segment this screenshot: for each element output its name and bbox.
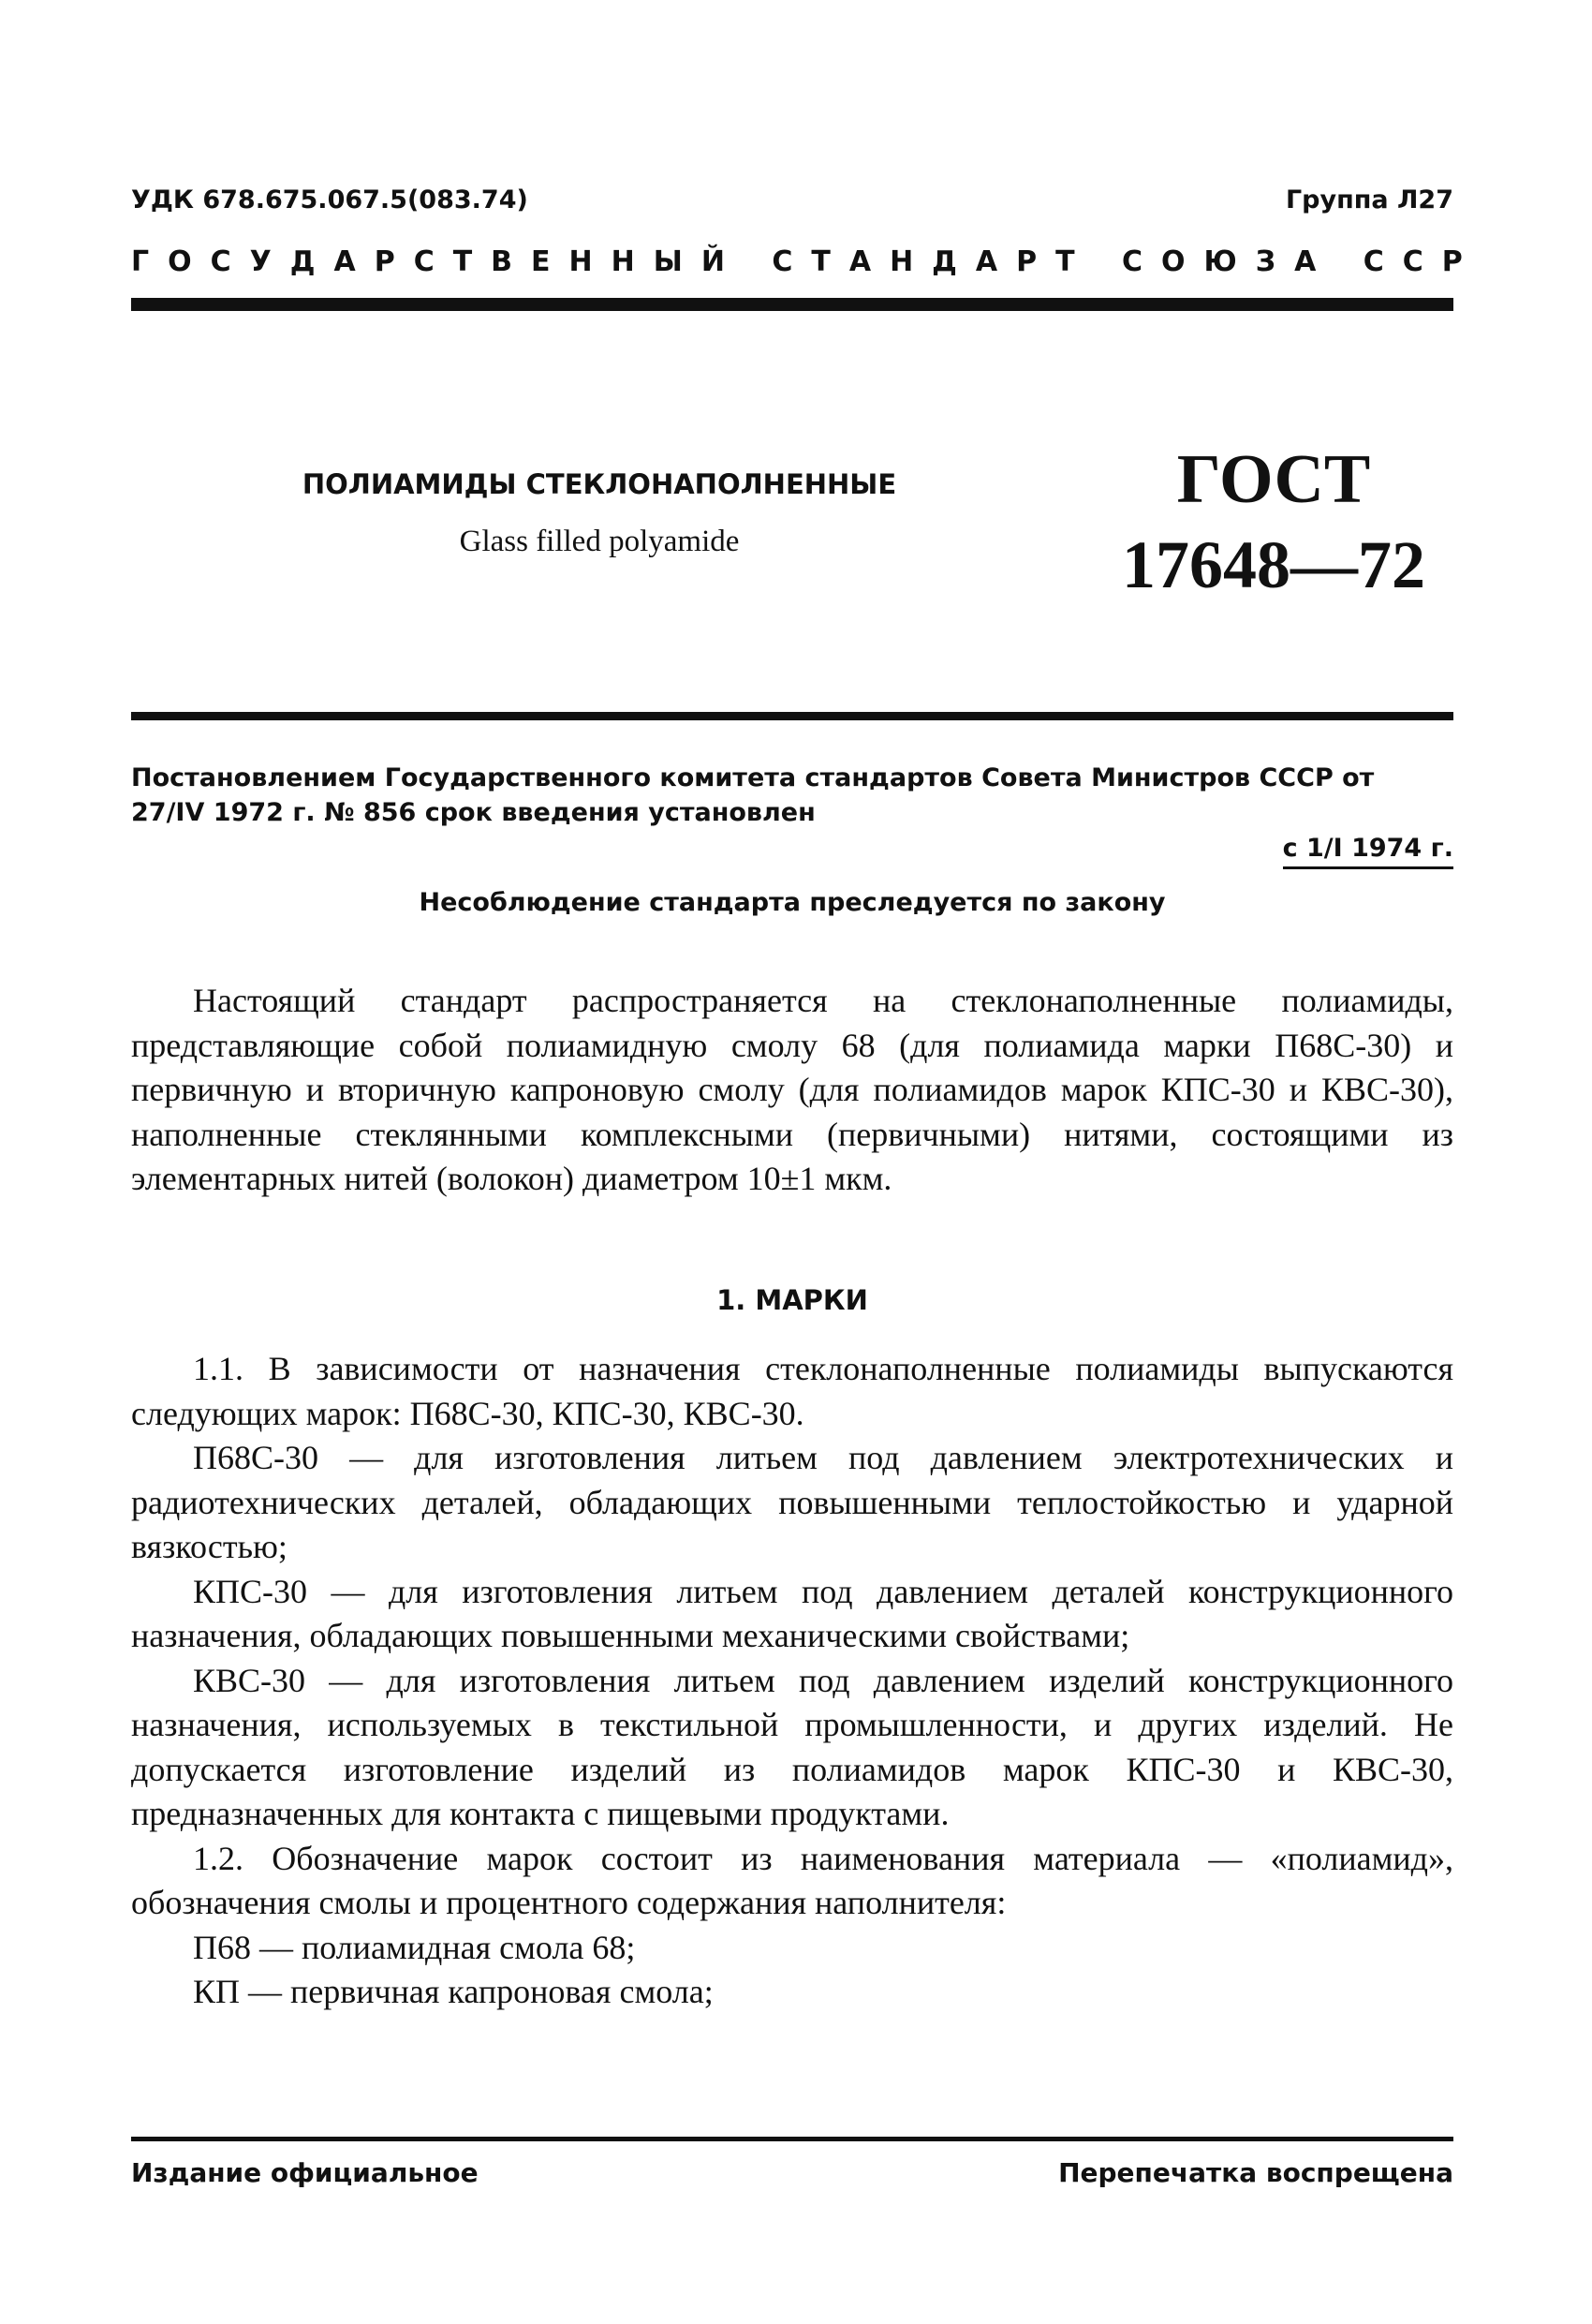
intro-section xyxy=(131,979,1453,1202)
paragraph-1-1: 1.1. В зависимости от назначения стеклонаполненные полиамиды выпускаются следующих марок: П68С-30, КПС-30, КВС-30. xyxy=(131,1350,1453,1432)
footer-rule xyxy=(131,2137,1453,2141)
title-rule xyxy=(131,712,1453,720)
title-english: Glass filled polyamide xyxy=(459,525,740,558)
gost-label: ГОСТ xyxy=(1176,441,1371,518)
header-rule xyxy=(131,298,1453,311)
paragraph-1-2: 1.2. Обозначение марок состоит из наименования материала — «полиамид», обозначения смолы и процентного содержания наполнителя: xyxy=(131,1839,1453,1921)
decree-text: Постановлением Государственного комитета стандартов Совета Министров СССР от 27/IV 1972 г. № 856 срок введения установлен xyxy=(131,763,1375,827)
section-title: 1. МАРКИ xyxy=(716,1284,868,1316)
gost-number: 17648—72 xyxy=(1122,527,1425,602)
violation-notice: Несоблюдение стандарта преследуется по закону xyxy=(419,888,1166,917)
state-standard-heading: ГОСУДАРСТВЕННЫЙ СТАНДАРТ СОЮЗА ССР xyxy=(131,245,1481,278)
marks-section xyxy=(131,1347,1453,2015)
title-russian: ПОЛИАМИДЫ СТЕКЛОНАПОЛНЕННЫЕ xyxy=(302,468,897,500)
udk-code: УДК 678.675.067.5(083.74) xyxy=(131,185,528,215)
intro-paragraph: Настоящий стандарт распространяется на стеклонаполненные полиамиды, представляющие собой полиамидную смолу 68 (для полиамида марки П68С-30) и первичную и вторичную капроновую смолу (для полиамидов марок КПС-30 и КВС-30), наполненные стеклянными комплексными (первичными) нитями, состоящими из элементарных нитей (волокон) диаметром 10±1 мкм. xyxy=(131,982,1453,1197)
paragraph-p68: П68 — полиамидная смола 68; xyxy=(193,1928,636,1966)
edition-note: Издание официальное xyxy=(131,2157,479,2188)
paragraph-kps30: КПС-30 — для изготовления литьем под давлением деталей конструкционного назначения, обладающих повышенными механическими свойствами; xyxy=(131,1572,1453,1654)
group-code: Группа Л27 xyxy=(1285,185,1453,215)
paragraph-kp: КП — первичная капроновая смола; xyxy=(193,1973,714,2010)
reprint-note: Перепечатка воспрещена xyxy=(1058,2157,1453,2188)
paragraph-p68s30: П68С-30 — для изготовления литьем под давлением электротехнических и радиотехнических деталей, обладающих повышенными теплостойкостью и ударной вязкостью; xyxy=(131,1439,1453,1565)
effective-date: с 1/I 1974 г. xyxy=(1283,834,1453,869)
paragraph-kvs30: КВС-30 — для изготовления литьем под давлением изделий конструкционного назначения, используемых в текстильной промышленности, и других изделий. Не допускается изготовление изделий из полиамидов марок КПС-30 и КВС-30, предназначенных для контакта с пищевыми продуктами. xyxy=(131,1661,1453,1832)
